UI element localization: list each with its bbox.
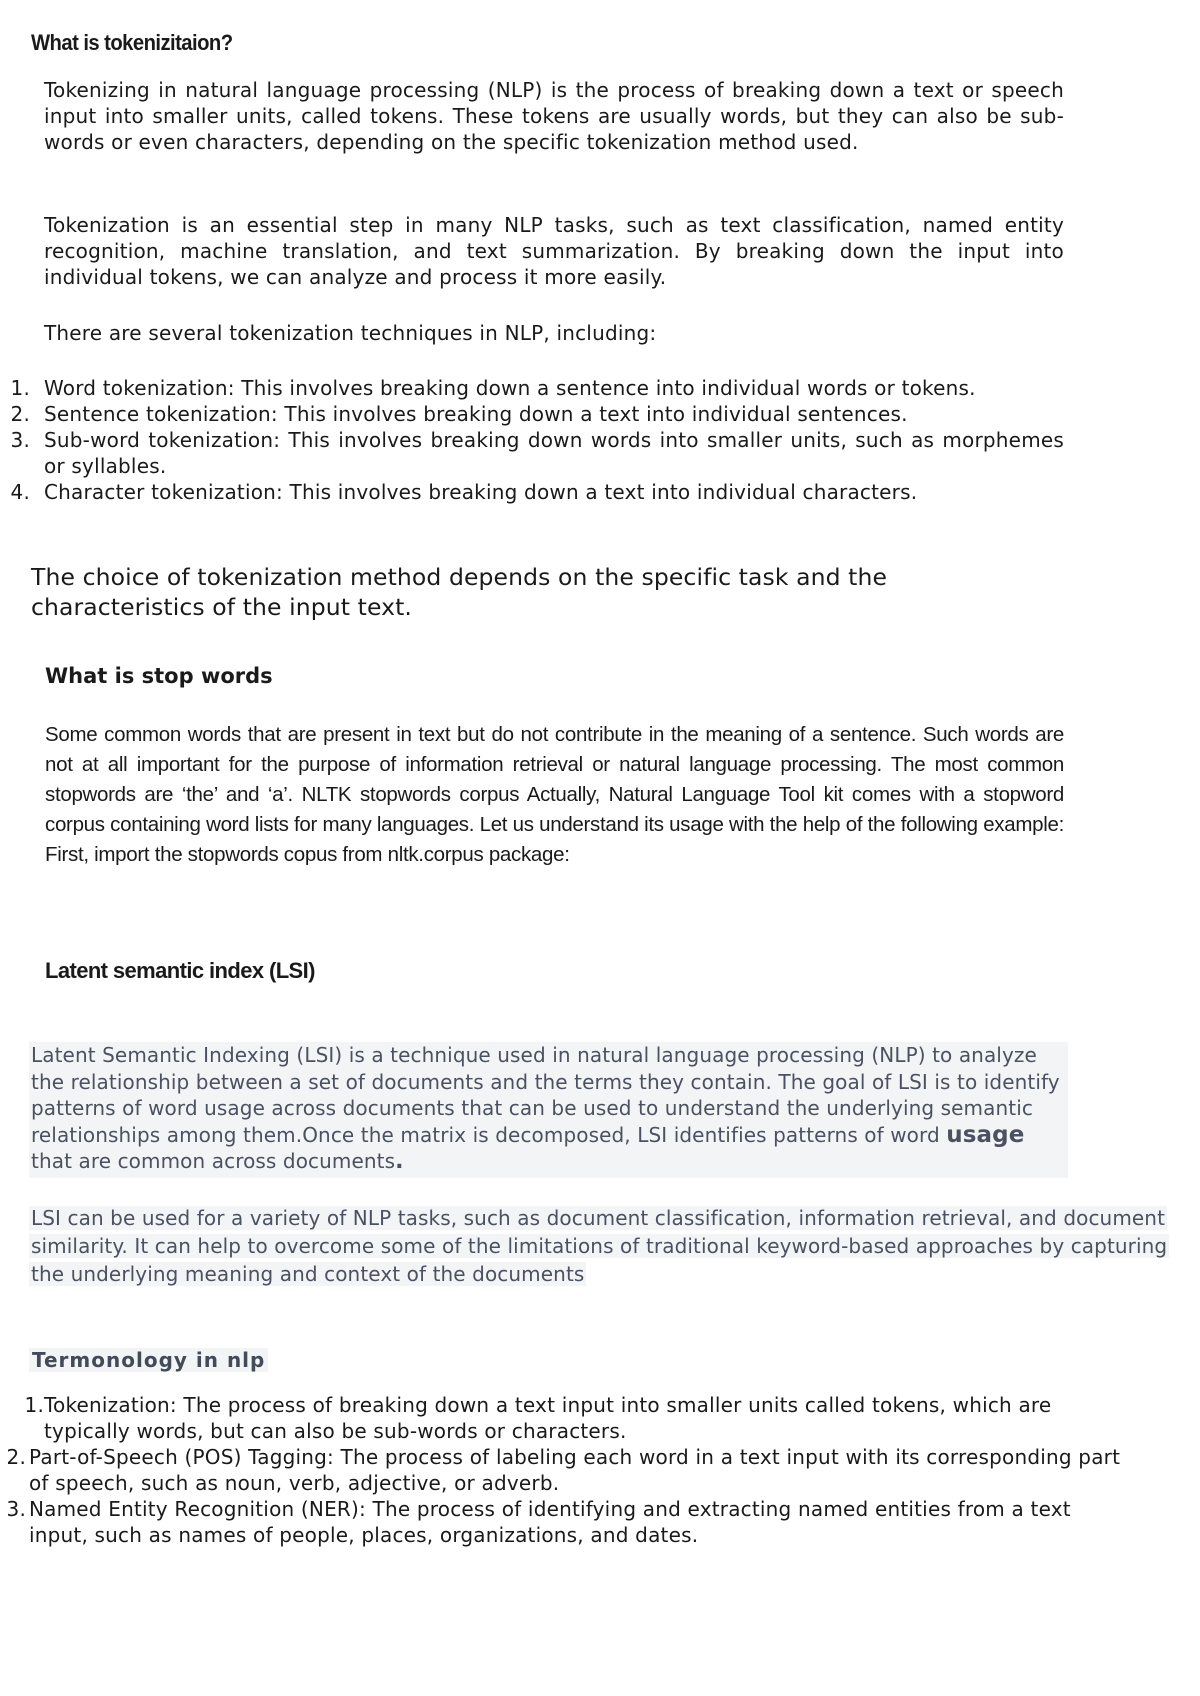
- list-number: 2.: [6, 1445, 26, 1469]
- list-item-text: Tokenization: The process of breaking down a text input into smaller units called tokens, which are typically words, but can also be sub-words or characters.: [44, 1393, 1052, 1443]
- terminology-heading: Termonology in nlp: [29, 1348, 268, 1372]
- terminology-list: [6, 1392, 1129, 1548]
- tokenization-techniques-list: [10, 375, 1064, 505]
- tokenization-choice-statement: The choice of tokenization method depends on the specific task and the characteristics of the input text.: [31, 563, 888, 621]
- list-item: [10, 375, 1064, 401]
- lsi-heading: Latent semantic index (LSI): [45, 958, 315, 983]
- list-item: [24, 1392, 1129, 1444]
- list-item-text: Word tokenization: This involves breaking down a sentence into individual words or tokens.: [44, 376, 976, 400]
- list-item-text: Sub-word tokenization: This involves breaking down words into smaller units, such as morphemes or syllables.: [44, 428, 1064, 478]
- lsi-definition-text-end: that are common across documents: [31, 1149, 396, 1173]
- lsi-uses-text: LSI can be used for a variety of NLP tasks, such as document classification, information retrieval, and document similarity. It can help to overcome some of the limitations of traditional keyword-based approaches by capturing the underlying meaning and context of the documents: [31, 1206, 1168, 1286]
- stopwords-paragraph: Some common words that are present in text but do not contribute in the meaning of a sentence. Such words are not at all important for the purpose of information retrieval or natural language processing. The most common stopwords are ‘the’ and ‘a’. NLTK stopwords corpus Actually, Natural Language Tool kit comes with a stopword corpus containing word lists for many languages. Let us understand its usage with the help of the following example: First, import the stopwords copus from nltk.corpus package:: [45, 723, 1064, 866]
- tokenization-intro-paragraph: Tokenizing in natural language processing (NLP) is the process of breaking down a text or speech input into smaller units, called tokens. These tokens are usually words, but they can also be sub-words or even characters, depending on the specific tokenization method used.: [44, 78, 1064, 154]
- list-item: [6, 1444, 1129, 1496]
- list-number: 1.: [10, 376, 30, 400]
- tokenization-techniques-intro: There are several tokenization techniques in NLP, including:: [44, 321, 657, 345]
- list-number: 3.: [6, 1497, 26, 1521]
- tokenization-importance-paragraph: Tokenization is an essential step in many NLP tasks, such as text classification, named entity recognition, machine translation, and text summarization. By breaking down the input into individual tokens, we can analyze and process it more easily.: [44, 213, 1064, 289]
- list-item: [10, 401, 1064, 427]
- list-number: 2.: [10, 402, 30, 426]
- list-item-text: Part-of-Speech (POS) Tagging: The process of labeling each word in a text input with its corresponding part of speech, such as noun, verb, adjective, or adverb.: [29, 1445, 1121, 1495]
- list-item-text: Named Entity Recognition (NER): The process of identifying and extracting named entities from a text input, such as names of people, places, organizations, and dates.: [29, 1497, 1071, 1547]
- list-item: [6, 1496, 1129, 1548]
- list-item: [10, 427, 1064, 479]
- list-number: 3.: [10, 428, 30, 452]
- lsi-definition-period: .: [395, 1149, 404, 1174]
- lsi-definition-paragraph: [29, 1042, 1068, 1178]
- lsi-emphasized-word: usage: [946, 1121, 1025, 1148]
- lsi-uses-paragraph: [29, 1204, 1169, 1288]
- lsi-definition-text: Latent Semantic Indexing (LSI) is a technique used in natural language processing (NLP) to analyze the relationship between a set of documents and the terms they contain. The goal of LSI is to identify patterns of word usage across documents that can be used to understand the underlying semantic relationships among them.Once the matrix is decomposed, LSI identifies patterns of word: [31, 1043, 1060, 1147]
- list-item: [10, 479, 1064, 505]
- list-item-text: Character tokenization: This involves breaking down a text into individual characters.: [44, 480, 918, 504]
- list-number: 4.: [10, 480, 30, 504]
- stopwords-heading: What is stop words: [45, 664, 273, 688]
- list-item-text: Sentence tokenization: This involves breaking down a text into individual sentences.: [44, 402, 908, 426]
- tokenization-heading: What is tokenizitaion?: [31, 30, 233, 55]
- list-number: 1.: [24, 1393, 44, 1417]
